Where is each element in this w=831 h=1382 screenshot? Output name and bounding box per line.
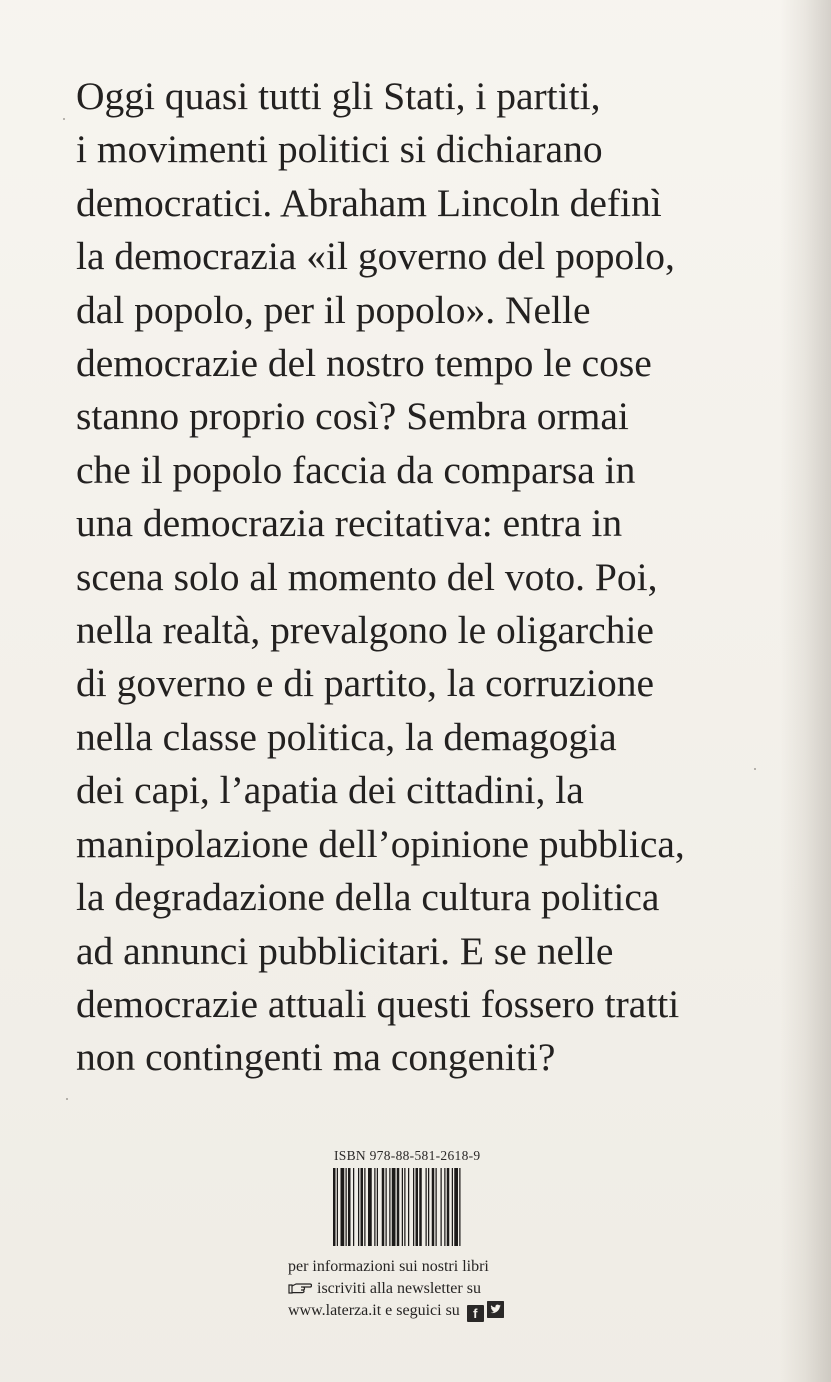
barcode-bar (436, 1168, 437, 1246)
barcode-bar (426, 1168, 427, 1246)
blurb-line: democratici. Abraham Lincoln definì (76, 180, 662, 225)
barcode-bar (333, 1168, 336, 1246)
info-line-3 (288, 1300, 568, 1322)
barcode-bar (337, 1168, 338, 1246)
barcode-bar (452, 1168, 453, 1246)
info-line-2 (288, 1278, 568, 1300)
barcode-bar (377, 1168, 378, 1246)
barcode-bar (432, 1168, 435, 1246)
website-text: www.laterza.it e seguici su (288, 1302, 460, 1319)
blurb-line: che il popolo faccia da comparsa in (76, 447, 636, 492)
blurb-line: democrazie del nostro tempo le cose (76, 341, 652, 386)
blurb-line: dal popolo, per il popolo». Nelle (76, 287, 591, 332)
isbn-number: ISBN 978-88-581-2618-9 (334, 1148, 481, 1163)
blurb-line: una democrazia recitativa: entra in (76, 501, 623, 546)
barcode-bar (397, 1168, 400, 1246)
blurb-line: nella classe politica, la demagogia (76, 714, 617, 759)
paper-speck (66, 1098, 68, 1100)
facebook-icon: f (467, 1305, 484, 1322)
barcode-bar (416, 1168, 419, 1246)
back-cover-blurb (76, 70, 796, 1085)
barcode-bar (374, 1168, 375, 1246)
barcode-bar (341, 1168, 345, 1246)
barcode-bar (413, 1168, 414, 1246)
newsletter-text: iscriviti alla newsletter su (317, 1280, 481, 1297)
barcode-bar (428, 1168, 429, 1246)
barcode-image (332, 1168, 496, 1246)
blurb-line: stanno proprio così? Sembra ormai (76, 394, 629, 439)
blurb-line: i movimenti politici si dichiarano (76, 127, 603, 172)
blurb-line: la degradazione della cultura politica (76, 875, 660, 920)
barcode-bar (419, 1168, 422, 1246)
barcode-bar (389, 1168, 390, 1246)
barcode-bar (408, 1168, 409, 1246)
info-line-1: per informazioni sui nostri libri (288, 1258, 489, 1275)
barcode-bar (454, 1168, 458, 1246)
blurb-line: scena solo al momento del voto. Poi, (76, 554, 658, 599)
barcode-bar (459, 1168, 460, 1246)
barcode-bar (441, 1168, 442, 1246)
blurb-line: manipolazione dell’opinione pubblica, (76, 821, 685, 866)
blurb-line: la democrazia «il governo del popolo, (76, 234, 675, 279)
publisher-info (288, 1256, 568, 1322)
blurb-line: ad annunci pubblicitari. E se nelle (76, 928, 614, 973)
barcode-bar (358, 1168, 359, 1246)
barcode-bar (402, 1168, 403, 1246)
barcode-bar (353, 1168, 354, 1246)
twitter-icon (487, 1301, 504, 1318)
blurb-line: non contingenti ma congeniti? (76, 1035, 556, 1080)
barcode-bar (346, 1168, 347, 1246)
paper-speck (63, 118, 65, 120)
blurb-line: di governo e di partito, la corruzione (76, 661, 655, 706)
barcode-bar (386, 1168, 387, 1246)
barcode-bar (361, 1168, 364, 1246)
blurb-line: Oggi quasi tutti gli Stati, i partiti, (76, 74, 601, 118)
blurb-line: dei capi, l’apatia dei cittadini, la (76, 768, 584, 813)
isbn-barcode-block (332, 1148, 502, 1246)
barcode-bar (447, 1168, 450, 1246)
barcode-bar (382, 1168, 385, 1246)
pointing-hand-icon (288, 1281, 312, 1295)
blurb-line: nella realtà, prevalgono le oligarchie (76, 608, 654, 653)
barcode-bar (444, 1168, 445, 1246)
blurb-line: democrazie attuali questi fossero tratti (76, 981, 680, 1026)
barcode-bar (368, 1168, 372, 1246)
barcode-bar (348, 1168, 351, 1246)
barcode-bar (404, 1168, 405, 1246)
barcode-bar (364, 1168, 365, 1246)
barcode-bar (392, 1168, 396, 1246)
